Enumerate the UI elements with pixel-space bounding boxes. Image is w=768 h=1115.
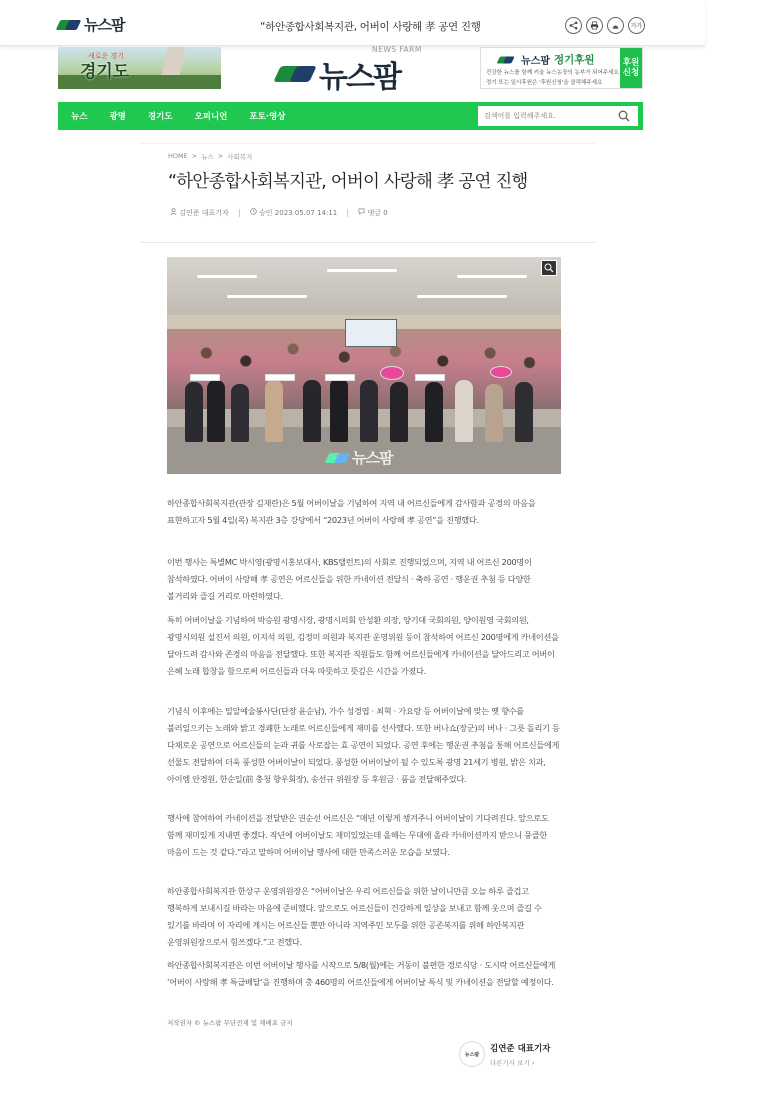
logo-small-text: 뉴스팜 [84,16,125,34]
photo-sign [325,374,355,381]
breadcrumb [168,152,252,161]
gyeonggi-banner[interactable] [58,47,221,89]
photo-person [265,380,283,442]
divider [140,242,595,243]
photo-ceiling [167,257,561,315]
breadcrumb-welfare[interactable]: 사회복지 [227,153,253,161]
nav-item-gwangmyeong[interactable]: 광명 [109,112,126,122]
photo-sign [415,374,445,381]
main-logo[interactable] [277,52,400,96]
article-tools [565,17,645,34]
breadcrumb-news[interactable]: 뉴스 [201,153,214,161]
author-name[interactable]: 김연준 대표기자 [490,1043,551,1054]
watermark-text: 뉴스팜 [352,449,393,467]
ceiling-light [227,295,307,298]
clock-icon [250,208,257,215]
article-title: “하안종합사회복지관, 어버이 사랑해 孝 공연 진행 [168,172,528,192]
breadcrumb-home[interactable]: HOME [168,152,188,160]
main-logo-sub: NEWS FARM [372,45,422,54]
nav-item-gyeonggi[interactable]: 경기도 [147,112,173,122]
font-size-label: 가가 [630,23,643,30]
divider-top [140,143,595,144]
sticky-article-title: “하안종합사회복지관, 어버이 사랑해 孝 공연 진행 [260,21,481,33]
photo-person [231,384,249,442]
author-box [459,1041,550,1067]
ceiling-light [197,275,257,278]
breadcrumb-sep: > [217,152,224,160]
photo-sign [265,374,295,381]
main-logo-mark-icon [277,62,315,86]
donate-button[interactable]: 후원 신청 [620,48,642,88]
meta-separator [347,209,348,217]
sticky-header [0,0,705,46]
comment-count[interactable] [358,208,387,218]
donate-head [495,52,595,67]
author-meta-text: 김연준 대표기자 [179,209,229,217]
share-icon[interactable] [565,17,582,34]
article-meta [170,208,388,218]
donate-banner[interactable] [480,47,643,89]
photo-person [185,382,203,442]
nav-item-photo-video[interactable]: 포토·영상 [249,112,286,122]
search-icon[interactable] [618,110,630,122]
photo-heart-sign [380,366,404,380]
approved-date [250,208,337,218]
article-paragraph: 이번 행사는 특별MC 박시영(광명시홍보대사, KBS탤런트)의 사회로 진행되었으며, 지역 내 어르신 200명이 참석하였다. 어버이 사랑해 孝 공연은 어르신들을 위한 카네이션 전달식 · 축하 공연 · 행운권 추첨 등 다양한 볼거리와 즐길 거리로 마련하였다. [167,557,532,601]
article-paragraph: 하안종합사회복지관은 이번 어버이날 행사를 시작으로 5/8(월)에는 거동이 불편한 경로식당 · 도시락 어르신들에게 ‘어버이 사랑해 孝 특급배달’을 진행하며 총 460명의 어르신들에게 어버이날 특식 및 카네이션을 전달할 예정이다. [167,960,556,987]
article-paragraph: 하안종합사회복지관 한상구 운영위원장은 “어버이날은 우리 어르신들을 위한 날이니만큼 오늘 하루 즐겁고 행복하게 보내시길 바라는 마음에 준비했다. 앞으로도 어르신들이 건강하게 일상을 보내고 함께 웃으며 즐길 수 있기를 바라며 이 자리에 계시는 어르신들 뿐만 아니라 지역주민 모두를 위한 공존복지를 위해 하안복지관 운영위원장으로서 힘쓰겠다.”고 전했다. [167,886,542,947]
author-info [490,1042,550,1067]
author-more-text: 다른기사 보기 [490,1058,530,1067]
photo-person [330,378,348,442]
comment-icon [358,208,365,215]
photo-sign [190,374,220,381]
banner-text: 경기도 [80,62,130,82]
breadcrumb-sep: > [191,152,198,160]
photo-heart-sign [490,366,512,378]
photo-front-row [185,352,545,442]
donate-title: 정기후원 [553,54,595,66]
search-box [478,106,638,126]
main-nav [58,102,643,130]
nav-item-news[interactable]: 뉴스 [71,112,88,122]
zoom-icon[interactable] [541,260,557,276]
search-input[interactable] [484,112,614,120]
banner-sub: 새로운 경기 [88,52,125,60]
chevron-right-icon: › [531,1058,535,1067]
ceiling-light [327,269,397,272]
photo-person [455,380,473,442]
copyright: 저작권자 © 뉴스팜 무단전재 및 재배포 금지 [167,1019,293,1027]
article-paragraph: 기념식 이후에는 밀알예술봉사단(단장 윤순남), 가수 성경엽 · 최혁 · 가요랑 등 어버이날에 맞는 옛 향수를 불러일으키는 노래와 밝고 경쾌한 노래로 어르신들에게 재미를 선사했다. 또한 버나쇼(장군)의 버나 · 그릇 돌리기 등 다채로운 공연으로 어르신들의 눈과 귀를 사로잡는 효 공연이 되었다. 공연 후에는 행운권 추첨을 통해 어르신들에게 선물도 전달하여 더욱 풍성한 어버이날이 되었다. 풍성한 어버이날이 될 수 있도록 광명 21세기 병원, 밝은 치과, 아이엠 안경원, 한순일(前 충청 향우회장), 송선규 위원장 등 후원금 · 품을 전달해주었다. [167,706,560,784]
photo-person [485,384,503,442]
font-size-icon[interactable] [628,17,645,34]
nav-item-opinion[interactable]: 오피니언 [194,112,228,122]
donate-brand: 뉴스팜 [521,56,550,67]
watermark-logo-icon [327,451,349,465]
photo-person [207,380,225,442]
donate-line-2: 정기 또는 일시후원은 '후원신청'을 클릭해주세요 [486,80,603,86]
article-paragraph: 특히 어버이날을 기념하여 박승원 광명시장, 광명시의회 안성환 의장, 양기대 국회의원, 양이원영 국회의원, 광명시의원 설진서 의원, 이지석 의원, 김정미 의원과 복지관 운영위원 등이 참석하여 어르신 200명에게 카네이션을 달아드려 감사와 존경의 마음을 전달했다. 또한 복지관 직원들도 함께 어르신들에게 카네이션을 달아드리고 어버이 은혜 노래 합창을 함으로써 어르신들과 더욱 따뜻하고 뜻깊은 시간을 가졌다. [167,615,559,676]
photo-person [360,380,378,442]
comment-count-text: 댓글 0 [367,209,388,217]
print-icon[interactable] [586,17,603,34]
author-more-link[interactable] [490,1058,550,1067]
user-icon [170,208,177,215]
donate-logo-icon [498,55,513,65]
author-meta [170,208,229,218]
photo-watermark [327,447,392,468]
article-paragraph: 하안종합사회복지관(관장 김재란)은 5월 어버이날을 기념하여 지역 내 어르신들에게 감사함과 공경의 마음을 표현하고자 5월 4일(목) 복지관 3층 강당에서 “2023년 어버이 사랑해 孝 공연”을 진행했다. [167,498,536,525]
photo-screen [345,319,397,347]
ceiling-light [417,295,507,298]
photo-person [390,382,408,442]
avatar[interactable] [459,1041,485,1067]
logo-mark-icon [58,18,80,32]
main-logo-text: 뉴스팜 [319,60,400,95]
approved-date-text: 승인 2023.05.07 14:11 [259,209,338,217]
logo-small[interactable] [58,14,124,35]
bookmark-icon[interactable] [607,17,624,34]
donate-line-1: 건강한 뉴스를 함께 키울 뉴스농장의 농부가 되어주세요 [486,70,619,76]
avatar-label: 뉴스팜 [464,1051,480,1058]
meta-separator [239,209,240,217]
ceiling-light [457,275,527,278]
photo-person [425,382,443,442]
photo-person [303,380,321,442]
photo-person [515,382,533,442]
article-photo[interactable] [167,257,561,474]
article-paragraph: 행사에 참여하여 카네이션을 전달받은 권순선 어르신은 “매년 이렇게 챙겨주니 어버이날이 기다려진다. 앞으로도 함께 재미있게 지내면 좋겠다. 작년에 어버이날도 재미있었는데 올해는 무대에 올라 카네이션까지 받으니 뭉클한 마음이 드는 것 같다.”라고 말하며 어버이날 행사에 대한 만족스러운 모습을 보였다. [167,813,549,857]
